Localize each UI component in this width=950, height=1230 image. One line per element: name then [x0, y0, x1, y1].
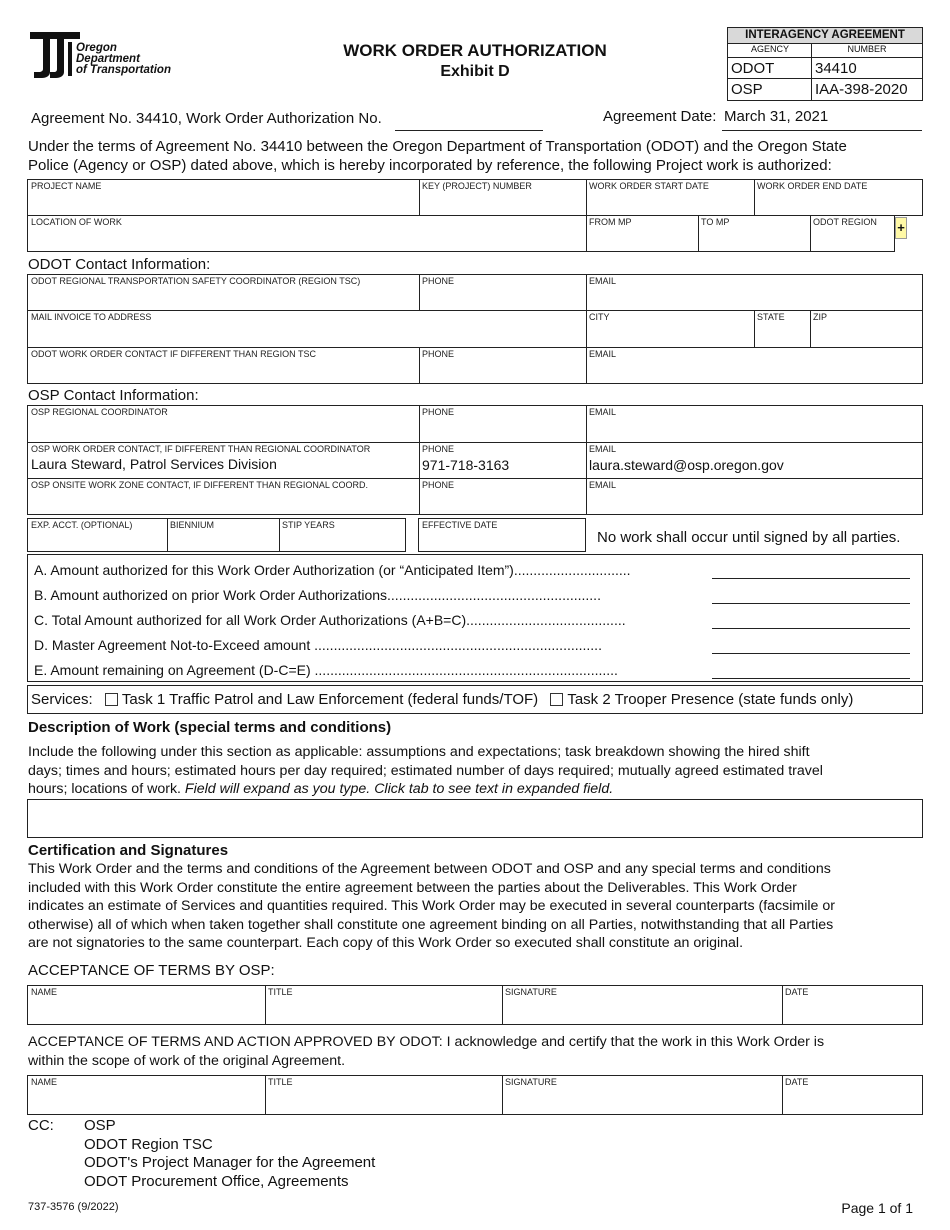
odot-acceptance-line-2: within the scope of work of the original Agreement. — [28, 1052, 346, 1069]
odot-tsc-phone-label: PHONE — [422, 276, 455, 286]
location-label: LOCATION OF WORK — [31, 217, 122, 227]
exp-acct-label: EXP. ACCT. (OPTIONAL) — [31, 520, 133, 530]
odot-sig-name-label: NAME — [31, 1077, 58, 1087]
accounting-table — [27, 518, 406, 552]
amount-e-label: E. Amount remaining on Agreement (D-C=E) — [34, 662, 315, 678]
agreement-number-label: Agreement No. 34410, Work Order Authorization No. — [31, 110, 382, 127]
expand-plus-button[interactable]: + — [895, 217, 907, 239]
task1-label: Task 1 Traffic Patrol and Law Enforcement (federal funds/TOF) — [121, 691, 539, 708]
city-label: CITY — [589, 312, 610, 322]
osp-wo-email-label: EMAIL — [589, 444, 617, 454]
osp-sig-date-label: DATE — [785, 987, 809, 997]
amount-b-field[interactable] — [712, 603, 910, 604]
zip-label: ZIP — [813, 312, 828, 322]
osp-acceptance-heading: ACCEPTANCE OF TERMS BY OSP: — [28, 962, 275, 979]
osp-onsite-email-label: EMAIL — [589, 480, 617, 490]
page-subtitle: Exhibit D — [440, 63, 510, 80]
osp-sig-name-label: NAME — [31, 987, 58, 997]
osp-onsite-phone-label: PHONE — [422, 480, 455, 490]
description-heading: Description of Work (special terms and conditions) — [28, 719, 392, 736]
certification-line-3: indicates an estimate of Services and quantities required. This Work Order may be executed in several counterparts (facsimile or — [28, 898, 835, 915]
number-col-header: NUMBER — [847, 44, 887, 54]
osp-sig-title-label: TITLE — [268, 987, 293, 997]
osp-wo-contact-name[interactable]: Laura Steward, Patrol Services Division — [31, 456, 277, 472]
to-mp-label: TO MP — [701, 217, 730, 227]
end-date-label: WORK ORDER END DATE — [757, 181, 868, 191]
odot-tsc-email-label: EMAIL — [589, 276, 617, 286]
agreement-date-value[interactable]: March 31, 2021 — [724, 108, 829, 125]
agency-osp: OSP — [731, 81, 763, 98]
key-number-label: KEY (PROJECT) NUMBER — [422, 181, 532, 191]
biennium-label: BIENNIUM — [170, 520, 215, 530]
project-row-2 — [27, 215, 895, 252]
osp-contact-heading: OSP Contact Information: — [28, 387, 199, 404]
osp-contact-table — [27, 405, 923, 515]
agency-odot: ODOT — [731, 60, 775, 77]
odot-sig-title-label: TITLE — [268, 1077, 293, 1087]
agreement-date-label: Agreement Date: — [603, 108, 717, 125]
odot-acceptance-line-1: ACCEPTANCE OF TERMS AND ACTION APPROVED BY ODOT: I acknowledge and certify that the work in this Work Order is — [28, 1034, 825, 1050]
description-line-1: Include the following under this section as applicable: assumptions and expectations; task breakdown showing the hired shift — [28, 744, 810, 760]
osp-wo-contact-label: OSP WORK ORDER CONTACT, IF DIFFERENT THAN REGIONAL COORDINATOR — [31, 444, 371, 454]
cc-item: ODOT Procurement Office, Agreements — [84, 1173, 349, 1191]
cc-item: OSP — [84, 1117, 116, 1134]
form-number: 737-3576 (9/2022) — [28, 1201, 119, 1213]
odot-contact-heading: ODOT Contact Information: — [28, 256, 211, 273]
cc-item: ODOT's Project Manager for the Agreement — [84, 1154, 376, 1172]
agency-col-header: AGENCY — [750, 44, 789, 54]
certification-line-2: included with this Work Order constitute the entire agreement between the parties about the Deliverables. This Work Order — [28, 879, 797, 896]
odot-wo-contact-label: ODOT WORK ORDER CONTACT IF DIFFERENT THAN REGION TSC — [31, 349, 317, 359]
mail-invoice-label: MAIL INVOICE TO ADDRESS — [31, 312, 152, 322]
start-date-label: WORK ORDER START DATE — [589, 181, 709, 191]
amount-c-label: C. Total Amount authorized for all Work Order Authorizations (A+B=C) — [34, 612, 467, 628]
description-line-3: hours; locations of work. — [28, 781, 185, 798]
effective-date-field[interactable] — [418, 518, 586, 552]
amounts-table: A. Amount authorized for this Work Order Authorization (or “Anticipated Item”).............................. B. Amount authorized on prior Work Order Authorizations....................................................... C. Total Amount authorized for all Work Order Authorizations (A+B=C)......................................... D. Master Agreement Not-to-Exceed amount .......................................................................... E. Amount remaining on Agreement (D-C=E) .............................................................................. — [27, 554, 923, 682]
odot-region-label: ODOT REGION — [813, 217, 877, 227]
odot-contact-table — [27, 274, 923, 384]
effective-date-label: EFFECTIVE DATE — [422, 520, 498, 530]
logo-line-2: Department — [76, 53, 140, 65]
amount-c-field[interactable] — [712, 628, 910, 629]
osp-wo-phone[interactable]: 971-718-3163 — [422, 457, 510, 473]
odot-wo-email-label: EMAIL — [589, 349, 617, 359]
description-hint: Field will expand as you type. Click tab to see text in expanded field. — [184, 781, 614, 798]
amount-a-label: A. Amount authorized for this Work Order Authorization (or “Anticipated Item”) — [34, 562, 514, 578]
certification-line-1: This Work Order and the terms and conditions of the Agreement between ODOT and OSP and any special terms and conditions — [28, 861, 831, 877]
cc-item: ODOT Region TSC — [84, 1135, 213, 1153]
project-row-1 — [27, 179, 923, 216]
page-title: WORK ORDER AUTHORIZATION — [343, 41, 607, 60]
services-label: Services: — [31, 691, 93, 708]
certification-line-5: are not signatories to the same counterpart. Each copy of this Work Order so executed shall constitute an original. — [28, 935, 744, 952]
osp-onsite-label: OSP ONSITE WORK ZONE CONTACT, IF DIFFERENT THAN REGIONAL COORD. — [31, 480, 369, 490]
osp-wo-phone-label: PHONE — [422, 444, 455, 454]
number-osp: IAA-398-2020 — [815, 81, 908, 98]
amount-e-field[interactable] — [712, 678, 910, 679]
odot-sig-date-label: DATE — [785, 1077, 809, 1087]
services-row — [27, 685, 923, 714]
odot-sig-signature-label: SIGNATURE — [505, 1077, 557, 1087]
interagency-table — [727, 27, 923, 101]
amount-d-field[interactable] — [712, 653, 910, 654]
osp-coordinator-label: OSP REGIONAL COORDINATOR — [31, 407, 168, 417]
amount-d-label: D. Master Agreement Not-to-Exceed amount — [34, 637, 315, 653]
odot-wo-phone-label: PHONE — [422, 349, 455, 359]
certification-heading: Certification and Signatures — [28, 842, 229, 859]
osp-sig-signature-label: SIGNATURE — [505, 987, 557, 997]
osp-signature-table — [27, 985, 923, 1025]
intro-line-1: Under the terms of Agreement No. 34410 between the Oregon Department of Transportation (ODOT) and the Oregon State — [28, 138, 847, 155]
interagency-heading: INTERAGENCY AGREEMENT — [728, 28, 922, 44]
task1-checkbox[interactable] — [105, 693, 118, 706]
logo-line-1: Oregon — [76, 42, 117, 54]
number-odot: 34410 — [815, 60, 857, 77]
work-order-number-field[interactable] — [395, 130, 543, 131]
osp-wo-email[interactable]: laura.steward@osp.oregon.gov — [589, 457, 784, 473]
description-field[interactable] — [27, 799, 923, 838]
state-label: STATE — [757, 312, 785, 322]
cc-label: CC: — [28, 1117, 54, 1134]
description-line-2: days; times and hours; estimated hours per day required; estimated number of days required; mutually agreed estimated travel — [28, 762, 823, 779]
from-mp-label: FROM MP — [589, 217, 632, 227]
amount-a-field[interactable] — [712, 578, 910, 579]
intro-line-2: Police (Agency or OSP) dated above, which is hereby incorporated by reference, the following Project work is authorized: — [28, 157, 832, 174]
logo-line-3: of Transportation — [76, 64, 171, 76]
odot-logo — [28, 28, 193, 80]
task2-label: Task 2 Trooper Presence (state funds only) — [567, 691, 854, 708]
stip-years-label: STIP YEARS — [282, 520, 335, 530]
odot-tsc-label: ODOT REGIONAL TRANSPORTATION SAFETY COORDINATOR (REGION TSC) — [31, 276, 361, 286]
odot-signature-table — [27, 1075, 923, 1115]
osp-coordinator-email-label: EMAIL — [589, 407, 617, 417]
certification-line-4: otherwise) all of which when taken together shall constitute one agreement binding on all Parties, notwithstanding that all Parties — [28, 916, 834, 933]
page-number: Page 1 of 1 — [841, 1200, 913, 1216]
task2-checkbox[interactable] — [550, 693, 563, 706]
signature-notice: No work shall occur until signed by all parties. — [597, 529, 901, 546]
amount-b-label: B. Amount authorized on prior Work Order Authorizations — [34, 587, 388, 603]
osp-coordinator-phone-label: PHONE — [422, 407, 455, 417]
project-name-label: PROJECT NAME — [31, 181, 102, 191]
